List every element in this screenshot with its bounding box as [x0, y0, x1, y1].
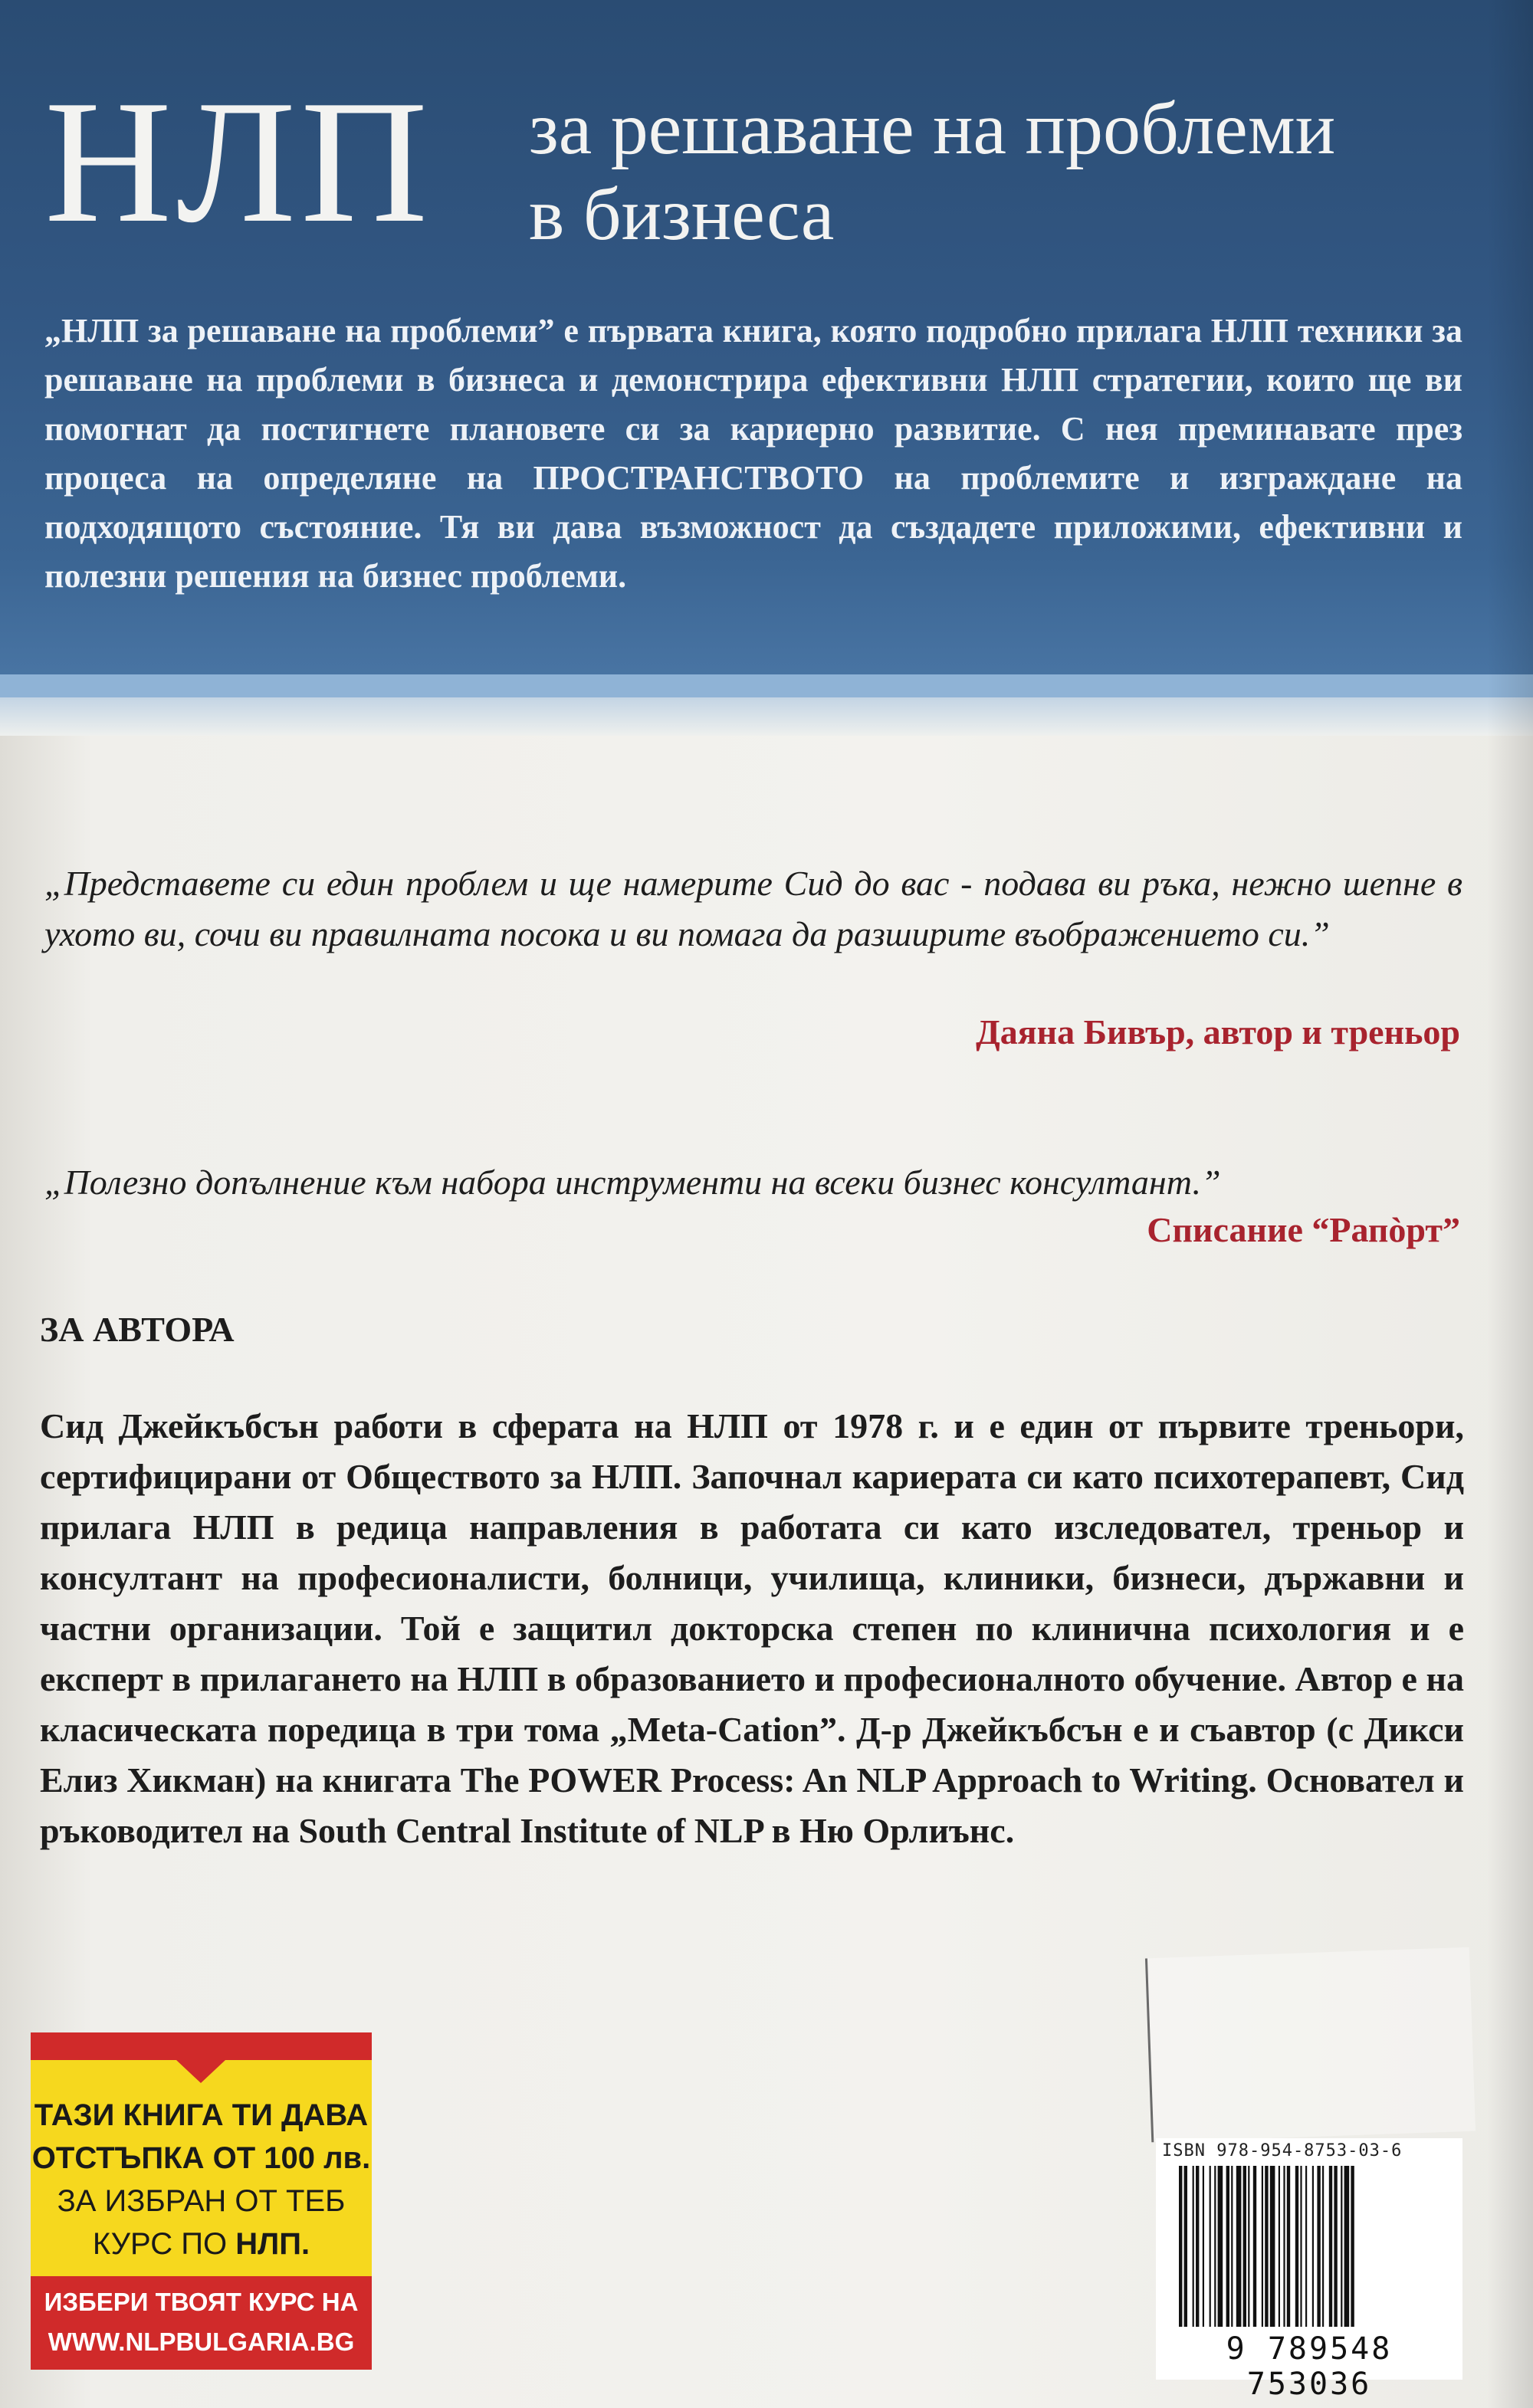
- about-author-paragraph: Сид Джейкъбсън работи в сферата на НЛП от 1978 г. и е един от първите треньори, сертифицирани от Обществото за НЛП. Започнал кариерата си като психотерапевт, Сид прилага НЛП в редица направления в работата си като изследовател, треньор и консултант на професионалисти, болници, училища, клиники, бизнеси, държавни и частни организации. Той е защитил докторска степен по клинична психология и е експерт в прилагането на НЛП в образованието и професионалното обучение. Автор е на класическата поредица в три тома „Meta-Cation”. Д-р Джейкъбсън е и съавтор (с Дикси Елиз Хикман) на книгата The POWER Process: An NLP Approach to Writing. Основател и ръководител на South Central Institute of NLP в Ню Орлиънс.: [40, 1406, 1464, 1850]
- isbn-barcode: [1156, 2138, 1462, 2402]
- promo-text: [31, 2094, 372, 2265]
- subtitle-line-2: в бизнеса: [529, 173, 835, 256]
- title-abbreviation: НЛП: [44, 64, 433, 259]
- price-sticker-outline: [1145, 1947, 1476, 2143]
- promo-website: WWW.NLPBULGARIA.BG: [48, 2328, 355, 2356]
- page-edge-shadow: [1487, 0, 1533, 2408]
- subtitle-line-1: за решаване на проблеми: [529, 87, 1336, 170]
- discount-promo-sticker: [31, 2032, 372, 2370]
- isbn-label: ISBN 978-954-8753-03-6: [1162, 2141, 1403, 2160]
- promo-line-2: ОТСТЪПКА ОТ 100 лв.: [31, 2141, 371, 2175]
- promo-line-4-bold: НЛП.: [235, 2227, 310, 2261]
- promo-cta-line-1: ИЗБЕРИ ТВОЯТ КУРС НА: [44, 2288, 359, 2316]
- barcode-icon: [1179, 2166, 1455, 2327]
- promo-cta: [31, 2276, 372, 2370]
- promo-line-3: ЗА ИЗБРАН ОТ ТЕБ: [57, 2184, 346, 2218]
- promo-line-1: ТАЗИ КНИГА ТИ ДАВА: [34, 2098, 369, 2132]
- down-arrow-icon: [176, 2060, 225, 2083]
- promo-top-bar: [31, 2032, 372, 2060]
- review-attribution-2: Списание “Рапòрт”: [1147, 1210, 1460, 1249]
- band-fade: [0, 697, 1533, 736]
- intro-paragraph: „НЛП за решаване на проблеми” е първата книга, която подробно прилага НЛП техники за решаване на проблеми в бизнеса и демонстрира ефективни НЛП стратегии, които ще ви помогнат да постигнете плановете си за кариерно развитие. С нея преминавате през процеса на определяне на ПРОСТРАНСТВОТО на проблемите и изграждане на подходящото състояние. Тя ви дава възможност да създадете приложими, ефективни и полезни решения на бизнес проблеми.: [44, 312, 1462, 595]
- about-author-heading: ЗА АВТОРА: [40, 1310, 235, 1349]
- review-attribution-1: Даяна Бивър, автор и треньор: [976, 1012, 1460, 1051]
- review-quote-2: „Полезно допълнение към набора инструменти на всеки бизнес консултант.”: [44, 1163, 1221, 1202]
- review-quote-1: „Представете си един проблем и ще намерите Сид до вас - подава ви ръка, нежно шепне в ухото ви, сочи ви правилната посока и ви помага да разширите въображението си.”: [44, 864, 1462, 953]
- ean-number: 9 789548 753036: [1226, 2331, 1393, 2402]
- band-stripe: [0, 674, 1533, 697]
- promo-line-4: [31, 2223, 372, 2265]
- subtitle: [529, 86, 1335, 258]
- promo-line-4-prefix: КУРС ПО: [92, 2227, 236, 2261]
